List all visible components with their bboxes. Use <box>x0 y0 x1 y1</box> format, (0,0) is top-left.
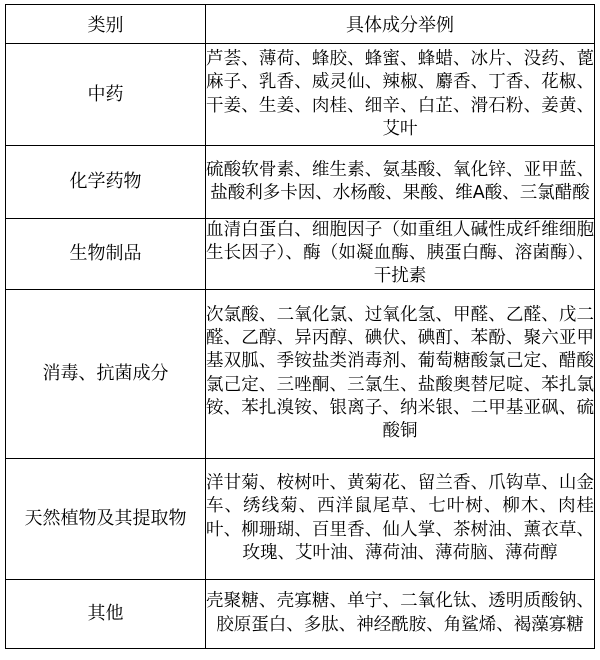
table-row <box>6 579 595 648</box>
header-category: 类别 <box>6 5 206 44</box>
ingredients-table <box>5 4 595 649</box>
examples-cell: 芦荟、薄荷、蜂胶、蜂蜜、蜂蜡、冰片、没药、蓖麻子、乳香、威灵仙、辣椒、麝香、丁香、花椒、干姜、生姜、肉桂、细辛、白芷、滑石粉、姜黄、艾叶 <box>206 44 595 146</box>
examples-cell: 血清白蛋白、细胞因子（如重组人碱性成纤维细胞生长因子）、酶（如凝血酶、胰蛋白酶、溶菌酶）、干扰素 <box>206 219 595 290</box>
examples-cell: 壳聚糖、壳寡糖、单宁、二氧化钛、透明质酸钠、胶原蛋白、多肽、神经酰胺、角鲨烯、褐藻寡糖 <box>206 579 595 648</box>
table-row <box>6 44 595 146</box>
category-cell: 化学药物 <box>6 146 206 219</box>
category-cell: 消毒、抗菌成分 <box>6 289 206 458</box>
examples-cell: 硫酸软骨素、维生素、氨基酸、氧化锌、亚甲蓝、盐酸利多卡因、水杨酸、果酸、维A酸、三氯醋酸 <box>206 146 595 219</box>
table-row <box>6 289 595 458</box>
header-examples: 具体成分举例 <box>206 5 595 44</box>
table-row <box>6 146 595 219</box>
examples-cell: 次氯酸、二氧化氯、过氧化氢、甲醛、乙醛、戊二醛、乙醇、异丙醇、碘伏、碘酊、苯酚、聚六亚甲基双胍、季铵盐类消毒剂、葡萄糖酸氯己定、醋酸氯己定、三唑酮、三氯生、盐酸奥替尼啶、苯扎氯铵、苯扎溴铵、银离子、纳米银、二甲基亚砜、硫酸铜 <box>206 289 595 458</box>
category-cell: 中药 <box>6 44 206 146</box>
table-row <box>6 458 595 579</box>
table-row <box>6 219 595 290</box>
table-header-row <box>6 5 595 44</box>
category-cell: 其他 <box>6 579 206 648</box>
examples-cell: 洋甘菊、桉树叶、黄菊花、留兰香、爪钩草、山金车、绣线菊、西洋鼠尾草、七叶树、柳木、肉桂叶、柳珊瑚、百里香、仙人掌、茶树油、薰衣草、玫瑰、艾叶油、薄荷油、薄荷脑、薄荷醇 <box>206 458 595 579</box>
category-cell: 生物制品 <box>6 219 206 290</box>
category-cell: 天然植物及其提取物 <box>6 458 206 579</box>
